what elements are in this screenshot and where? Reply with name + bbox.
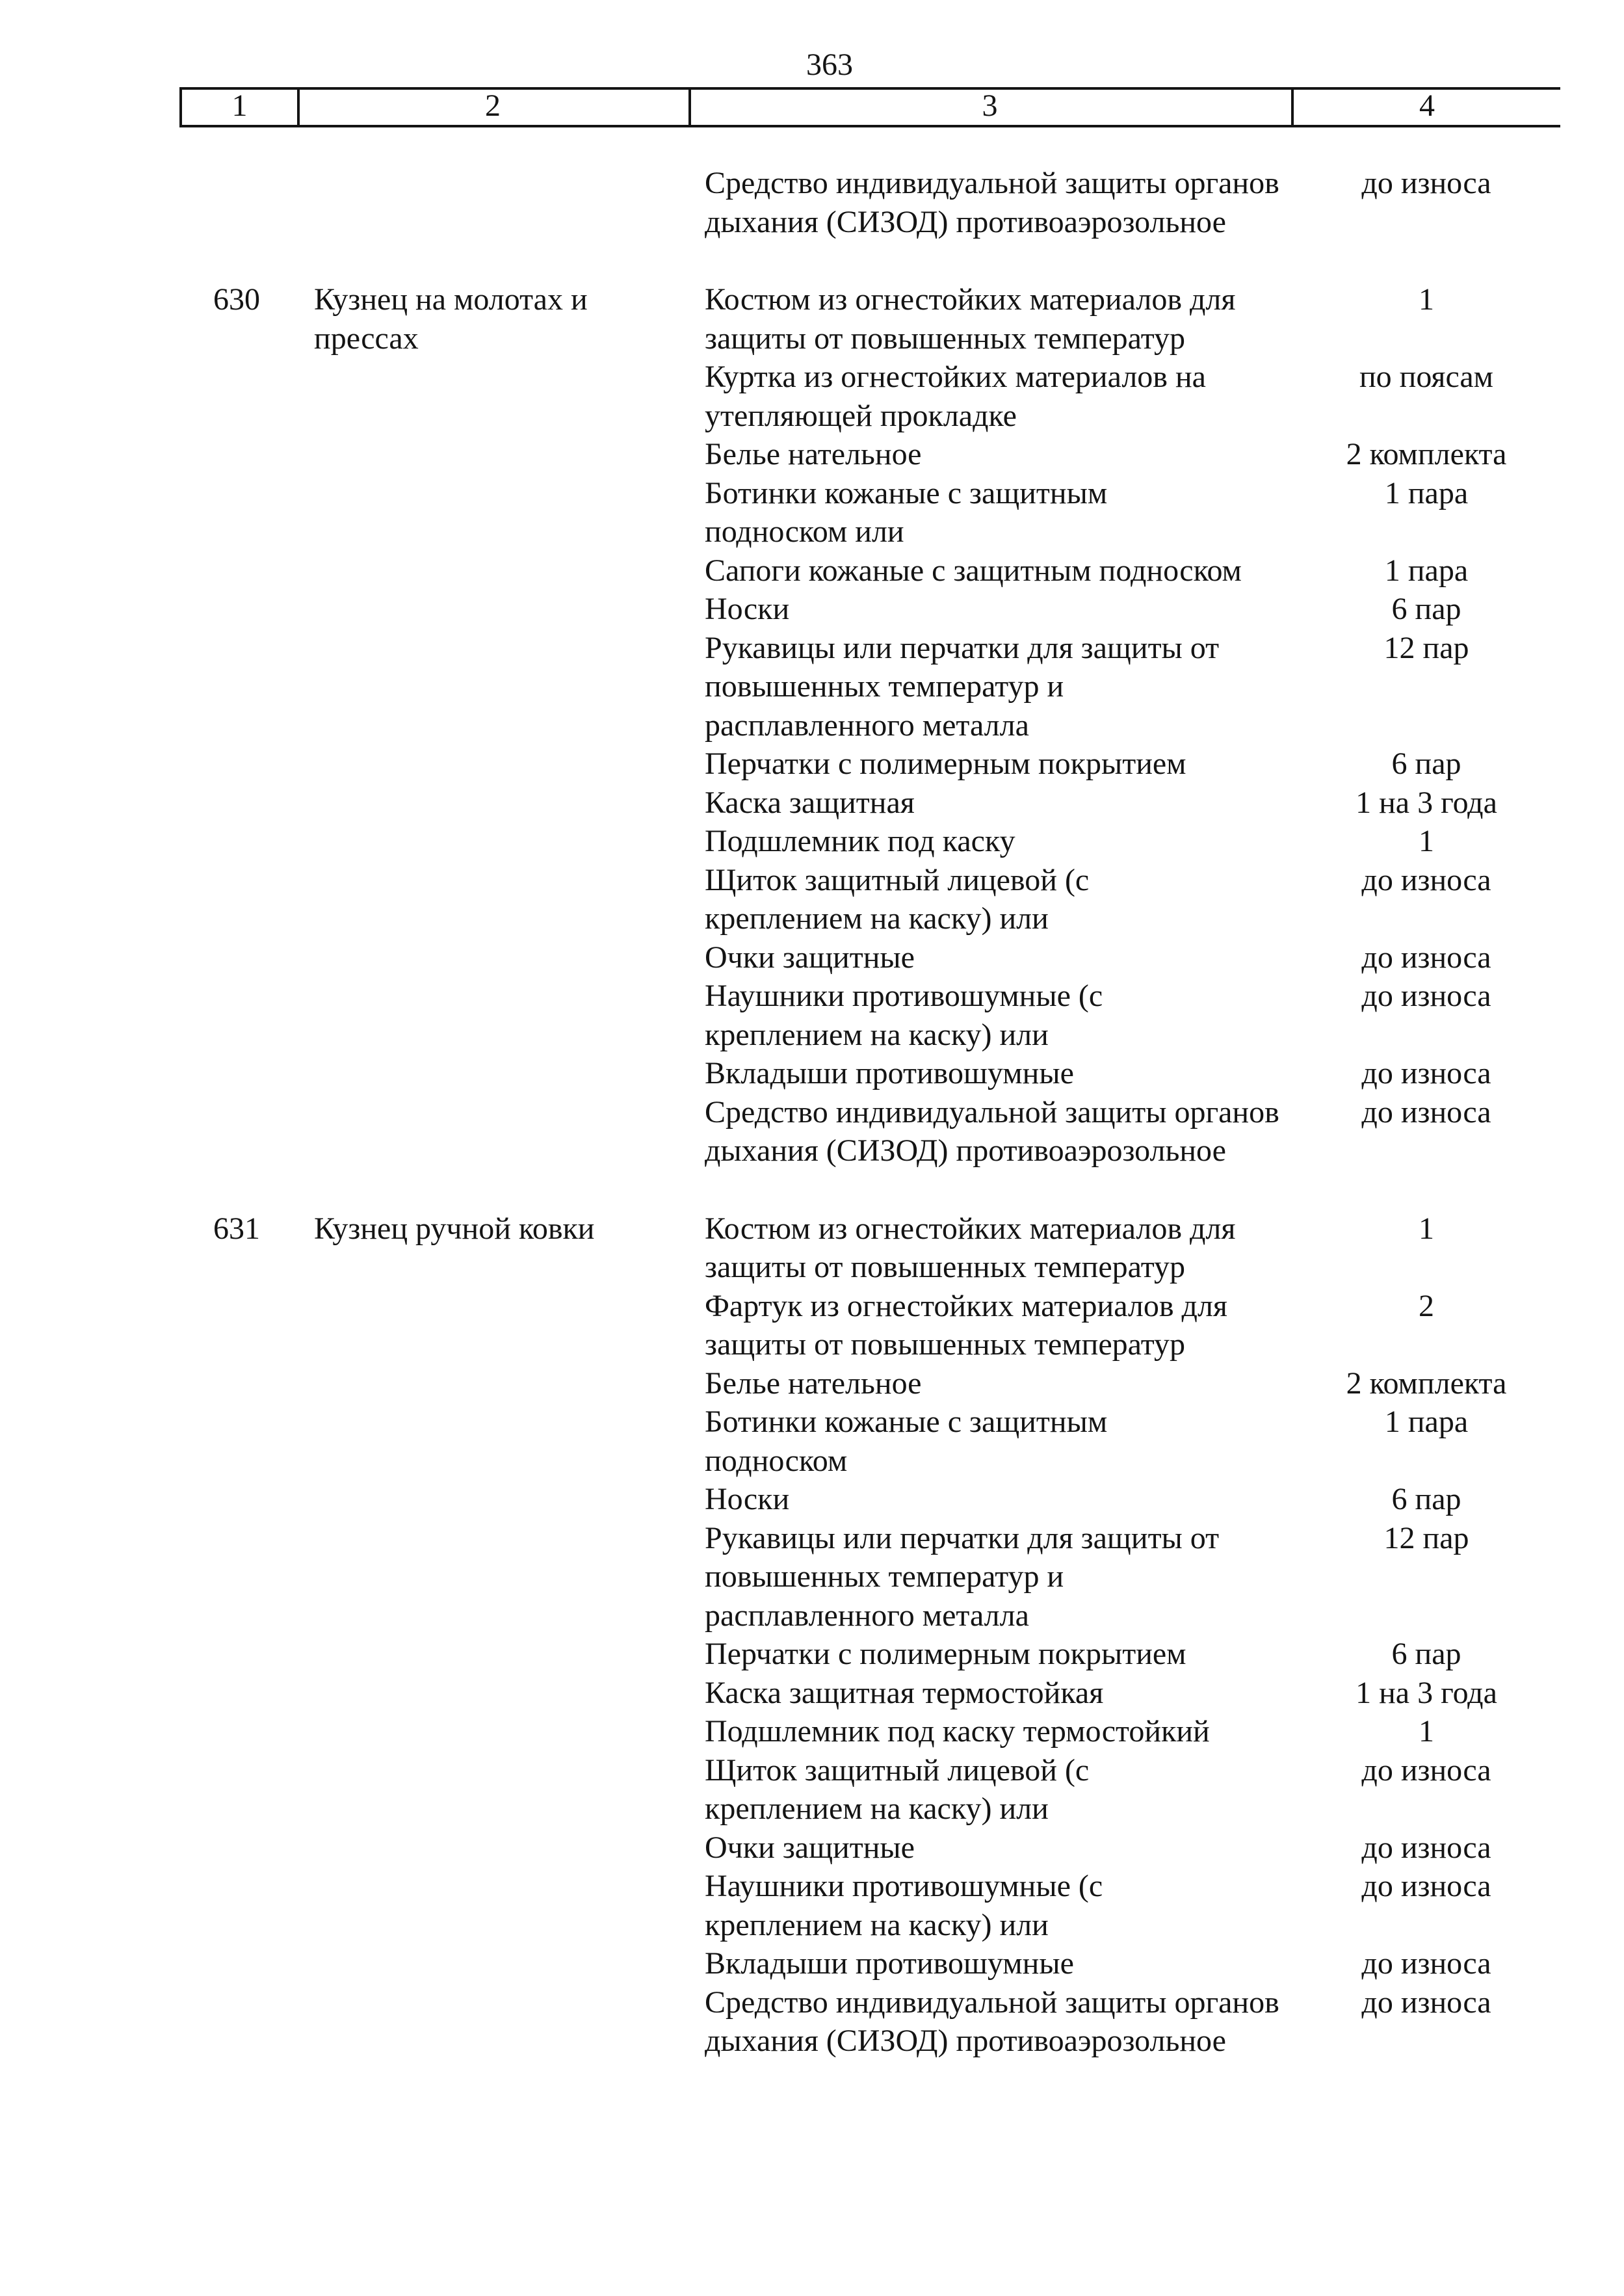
item-norm: до износа — [1361, 1869, 1491, 1903]
row-number: 630 — [213, 282, 260, 317]
item-norm: 6 пар — [1391, 592, 1461, 626]
table-header — [179, 87, 1560, 127]
item-norm: 2 комплекта — [1346, 437, 1507, 471]
list-item — [705, 1287, 1624, 1364]
list-item — [705, 280, 1624, 358]
item-norm: 2 комплекта — [1346, 1366, 1507, 1401]
header-col-3: 3 — [688, 87, 1294, 127]
item-name: Вкладыши противошумные — [705, 1946, 1074, 1981]
item-name: Белье нательное — [705, 437, 922, 471]
list-item — [705, 1093, 1624, 1170]
item-name: Костюм из огнестойких материалов для защиты от повышенных температур — [705, 1211, 1236, 1284]
item-name: Каска защитная термостойкая — [705, 1675, 1104, 1710]
list-item — [705, 977, 1624, 1054]
item-norm: 1 — [1419, 282, 1434, 317]
list-item — [705, 164, 1624, 241]
list-item — [705, 1983, 1624, 2061]
item-name: Носки — [705, 592, 790, 626]
list-item — [705, 551, 1624, 590]
list-item — [705, 1480, 1624, 1519]
item-name: Очки защитные — [705, 940, 915, 975]
header-col-4: 4 — [1419, 88, 1435, 123]
item-norm: 1 пара — [1384, 1405, 1469, 1439]
list-item — [705, 784, 1624, 823]
item-norm: до износа — [1361, 1985, 1491, 2020]
list-item — [705, 1674, 1624, 1713]
table-body — [0, 164, 1624, 2061]
list-item — [705, 1635, 1624, 1674]
item-norm: до износа — [1361, 1094, 1491, 1129]
list-item — [705, 474, 1624, 551]
list-item — [705, 1712, 1624, 1751]
item-norm: 1 пара — [1384, 475, 1469, 510]
item-norm: 6 пар — [1391, 1637, 1461, 1671]
continuation-group — [0, 164, 1624, 241]
profession-group-630 — [0, 280, 1624, 1170]
list-item — [705, 1364, 1624, 1403]
item-name: Очки защитные — [705, 1830, 915, 1865]
list-item — [705, 1519, 1624, 1635]
item-name: Подшлемник под каску термостойкий — [705, 1714, 1210, 1748]
list-item — [705, 1751, 1624, 1828]
list-item — [705, 745, 1624, 784]
item-name: Фартук из огнестойких материалов для защиты от повышенных температур — [705, 1288, 1227, 1362]
item-name: Костюм из огнестойких материалов для защиты от повышенных температур — [705, 282, 1236, 356]
list-item — [705, 1867, 1624, 1944]
profession-name: Кузнец ручной ковки — [314, 1211, 595, 1246]
item-name: Вкладыши противошумные — [705, 1056, 1074, 1090]
item-name: Перчатки с полимерным покрытием — [705, 1637, 1186, 1671]
item-name: Щиток защитный лицевой (с креплением на каску) или — [705, 1752, 1090, 1826]
item-name: Щиток защитный лицевой (с креплением на каску) или — [705, 862, 1090, 936]
item-norm: 1 на 3 года — [1356, 785, 1497, 820]
item-name: Средство индивидуальной защиты органов дыхания (СИЗОД) противоаэрозольное — [705, 166, 1279, 239]
row-number: 631 — [213, 1211, 260, 1246]
item-norm: до износа — [1361, 1752, 1491, 1788]
item-name: Рукавицы или перчатки для защиты от повышенных температур и расплавленного металла — [705, 1520, 1220, 1633]
item-name: Носки — [705, 1482, 790, 1516]
item-norm: до износа — [1361, 166, 1491, 200]
list-item — [705, 1403, 1624, 1480]
item-name: Ботинки кожаные с защитным подноском или — [705, 475, 1108, 549]
item-name: Наушники противошумные (с креплением на каску) или — [705, 979, 1103, 1052]
profession-name: Кузнец на молотах и прессах — [314, 282, 588, 356]
item-norm: 1 пара — [1384, 553, 1469, 588]
item-name: Ботинки кожаные с защитным подноском — [705, 1405, 1108, 1478]
item-norm: 6 пар — [1391, 746, 1461, 781]
item-norm: 12 пар — [1383, 1520, 1469, 1555]
list-item — [705, 1209, 1624, 1287]
item-name: Средство индивидуальной защиты органов дыхания (СИЗОД) противоаэрозольное — [705, 1094, 1279, 1168]
list-item — [705, 590, 1624, 629]
header-col-1: 1 — [179, 87, 300, 127]
item-name: Наушники противошумные (с креплением на каску) или — [705, 1869, 1103, 1942]
item-norm: по поясам — [1359, 360, 1494, 394]
page-number: 363 — [806, 47, 853, 82]
item-name: Белье нательное — [705, 1366, 922, 1401]
list-item — [705, 1828, 1624, 1867]
item-norm: 1 — [1419, 1714, 1434, 1748]
item-name: Куртка из огнестойких материалов на утепляющей прокладке — [705, 360, 1206, 433]
item-norm: до износа — [1361, 1830, 1491, 1865]
item-name: Каска защитная — [705, 785, 915, 820]
item-norm: 2 — [1419, 1288, 1434, 1323]
list-item — [705, 1944, 1624, 1983]
list-item — [705, 629, 1624, 745]
item-norm: до износа — [1361, 862, 1491, 897]
profession-group-631 — [0, 1209, 1624, 2061]
item-norm: 6 пар — [1391, 1482, 1461, 1516]
item-norm: 12 пар — [1383, 630, 1469, 665]
item-name: Рукавицы или перчатки для защиты от повышенных температур и расплавленного металла — [705, 630, 1220, 743]
item-name: Подшлемник под каску — [705, 824, 1015, 858]
item-norm: до износа — [1361, 979, 1491, 1013]
list-item — [705, 435, 1624, 474]
item-name: Перчатки с полимерным покрытием — [705, 746, 1186, 781]
list-item — [705, 938, 1624, 977]
list-item — [705, 861, 1624, 938]
list-item — [705, 358, 1624, 435]
item-norm: 1 — [1419, 824, 1434, 858]
item-norm: до износа — [1361, 1056, 1491, 1090]
item-name: Средство индивидуальной защиты органов дыхания (СИЗОД) противоаэрозольное — [705, 1985, 1279, 2058]
header-col-2: 2 — [297, 87, 691, 127]
item-name: Сапоги кожаные с защитным подноском — [705, 553, 1242, 588]
item-norm: до износа — [1361, 940, 1491, 975]
item-norm: 1 — [1419, 1211, 1434, 1246]
item-norm: до износа — [1361, 1946, 1491, 1981]
item-norm: 1 на 3 года — [1356, 1675, 1497, 1710]
list-item — [705, 1054, 1624, 1093]
list-item — [705, 822, 1624, 861]
